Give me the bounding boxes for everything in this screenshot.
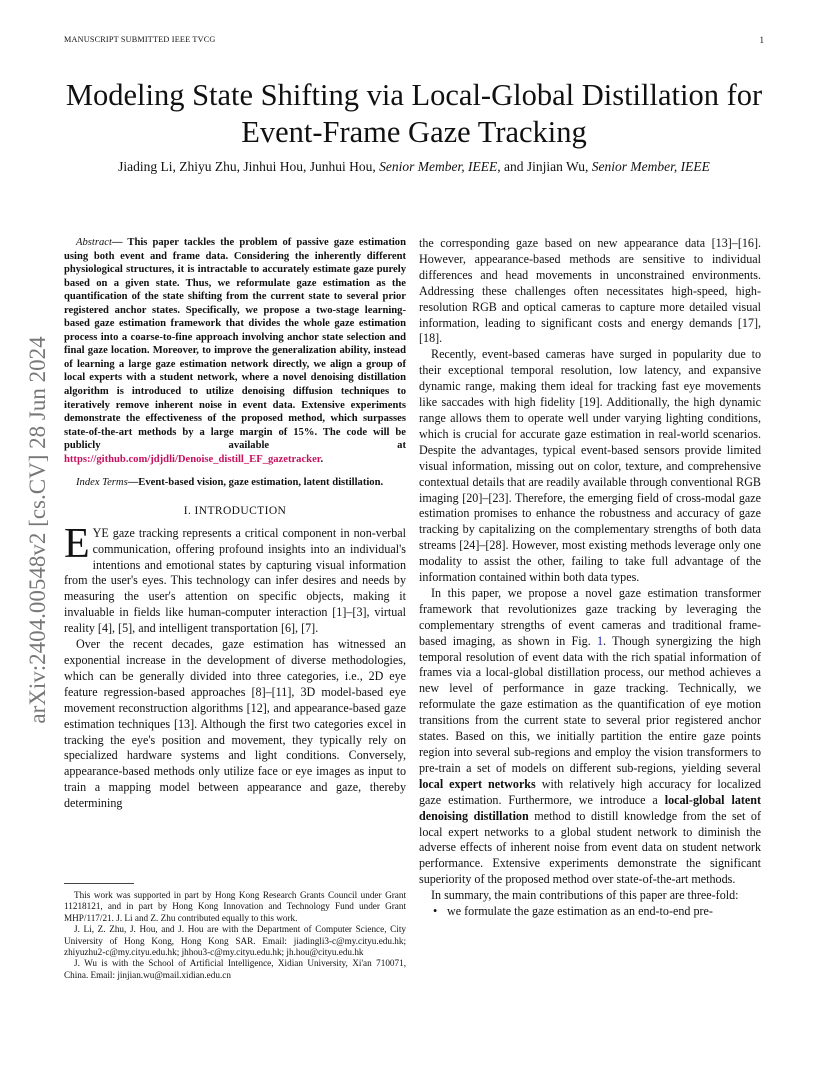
footnotes: [64, 890, 406, 981]
author-names: Jiading Li, Zhiyu Zhu, Jinhui Hou, Junhui Hou,: [118, 159, 380, 174]
author-affiliation: Senior Member, IEEE: [591, 159, 710, 174]
index-terms-text: —Event-based vision, gaze estimation, latent distillation.: [127, 477, 384, 489]
emphasis-text: local expert networks: [419, 776, 536, 791]
author-names-continued: , and Jinjian Wu,: [497, 159, 592, 174]
drop-cap: E: [64, 520, 90, 567]
contribution-bullet: • we formulate the gaze estimation as an end-to-end pre-: [419, 904, 761, 920]
intro-paragraph-1: [64, 520, 406, 637]
code-link[interactable]: https://github.com/jdjdli/Denoise_distill_EF_gazetracker: [64, 453, 321, 465]
index-terms-label: Index Terms: [76, 477, 128, 489]
figure-reference-link[interactable]: 1: [596, 633, 604, 648]
footnote-affiliation: J. Wu is with the School of Artificial Intelligence, Xidian University, Xi'an 710071, China. Email: jinjian.wu@mail.xidian.edu.cn: [64, 958, 406, 980]
running-header: MANUSCRIPT SUBMITTED IEEE TVCG: [64, 35, 216, 44]
author-affiliation: Senior Member, IEEE: [379, 159, 498, 174]
footnote-funding: This work was supported in part by Hong Kong Research Grants Council under Grant 11218121, and in part by Hong Kong Innovation and Technology Fund under Grant MHP/117/21. J. Li and Z. Zhu contributed equally to this work.: [64, 890, 406, 923]
abstract-end: .: [320, 453, 324, 465]
intro-paragraph-1-text: YE gaze tracking represents a critical component in non-verbal communication, offering profound insights into an individual's intentions and emotional states by capturing visual information from the user's eyes. This technology can infer desires and needs by measuring the user's attention on specific objects, making it invaluable in fields like human-computer interaction [1]–[3], virtual reality [4], [5], and intelligent transportation [6], [7].: [64, 525, 406, 636]
section-heading: I. INTRODUCTION: [183, 504, 287, 517]
author-list: [64, 159, 764, 175]
body-text: with relatively high accuracy for localized gaze estimation. Furthermore, we introduce a: [419, 776, 761, 807]
body-text: method to distill knowledge from the set of local expert networks to a global student network to diminish the adverse effects of inherent noise from event data on student network performance. Extensive experiments demonstrate the significant superiority of the proposed method over state-of-the-art methods.: [419, 808, 761, 887]
body-text: In this paper, we propose a novel gaze estimation transformer framework that revolutionizes gaze tracking by leveraging the complementary strengths of event cameras and traditional frame-based imaging, as shown in Fig.: [419, 585, 761, 648]
paper-title: Modeling State Shifting via Local-Global Distillation for Event-Frame Gaze Tracking: [65, 78, 763, 149]
body-paragraph: the corresponding gaze based on new appearance data [13]–[16]. However, appearance-based methods are sensitive to individual differences and head movements in unconstrained environments. Addressing these challenges often necessitates high-speed, high-resolution RGB and optical cameras to capture more detailed visual information, leading to significant costs and energy demands [17], [18].: [419, 236, 761, 346]
index-terms: [64, 476, 406, 490]
body-paragraph: Recently, event-based cameras have surged in popularity due to their exceptional temporal resolution, low latency, and expansive dynamic range, making them ideal for tracking fast eye movements like saccades with high fidelity [19]. Additionally, the high dynamic range allows them to operate well under varying lighting conditions, which is crucial for accurate gaze estimation in real-world scenarios. Despite the advantages, typical event-based sensors provide limited visual information, missing out on color, texture, and comprehensive contextual details that are readily available through conventional RGB imaging [20]–[23]. Therefore, the emerging field of cross-modal gaze estimation promises to enhance the robustness and accuracy of gaze tracking by capitalizing on the complementary strengths of both data streams [24]–[28]. However, most existing methods leverage only one modality to assist the other, failing to take full advantage of the information contained within both data types.: [419, 347, 761, 585]
abstract-label: Abstract: [76, 237, 112, 248]
emphasis-text: local-global latent denoising distillation: [419, 792, 762, 823]
right-column: [419, 236, 761, 920]
left-column: [64, 236, 406, 812]
abstract-text: — This paper tackles the problem of passive gaze estimation using both event and frame data. Considering the inherently different physiological structures, it is intractable to accurately estimate gaze purely based on a given state. Thus, we reformulate gaze estimation as the quantification of the state shifting from the current state to several prior registered anchor states. Specifically, we propose a two-stage learning-based gaze estimation framework that divides the whole gaze estimation process into a coarse-to-fine approach involving anchor state selection and final gaze location. Moreover, to improve the generalization ability, instead of learning a large gaze estimation network directly, we align a group of local experts with a student network, where a novel denoising distillation algorithm is introduced to utilize denoising diffusion techniques to iteratively remove inherent noise in event data. Extensive experiments demonstrate the effectiveness of the proposed method, which surpasses state-of-the-art methods by a large margin of 15%. The code will be publicly available at: [64, 237, 406, 452]
body-text: . Though synergizing the high temporal resolution of event data with the rich spatial information of frames via a local-global distillation process, our method achieves a new level of performance in gaze tracking. Technically, we reformulate the gaze estimation as the quantification of eye motion transitions from the current state to several prior registered anchor states. Based on this, we initially partition the entire gaze points region into several sub-regions and employ the vision transformers to pre-train a set of models on different sub-regions, yielding several: [419, 633, 761, 775]
arxiv-stamp: [18, 290, 58, 770]
intro-paragraph-2: Over the recent decades, gaze estimation has witnessed an exponential increase in the development of diverse methodologies, which can be generally divided into three categories, i.e., 2D eye feature regression-based approaches [8]–[11], 3D model-based eye movement reconstruction algorithms [12], and appearance-based gaze estimation techniques [13]. Although the first two categories excel in tracking the eye's position and movement, they typically rely on specialized hardware systems and light conditions. Conversely, appearance-based methods only utilize face or eye images as input to train a mapping model between appearance and gaze, thereby determining: [64, 637, 406, 811]
body-paragraph: [419, 586, 761, 888]
body-paragraph: In summary, the main contributions of this paper are three-fold:: [431, 888, 739, 903]
footnote-affiliation: J. Li, Z. Zhu, J. Hou, and J. Hou are with the Department of Computer Science, City University of Hong Kong, Hong Kong SAR. Email: jiadingli3-c@my.cityu.edu.hk; zhiyuzhu2-c@my.cityu.edu.hk; jhhou3-c@my.cityu.edu.hk; jh.hou@cityu.edu.hk: [64, 924, 406, 958]
abstract: [64, 236, 406, 466]
page-number: 1: [759, 35, 764, 45]
arxiv-stamp-text: arXiv:2404.00548v2 [cs.CV] 28 Jun 2024: [25, 336, 50, 724]
footnote-divider: [64, 883, 134, 884]
